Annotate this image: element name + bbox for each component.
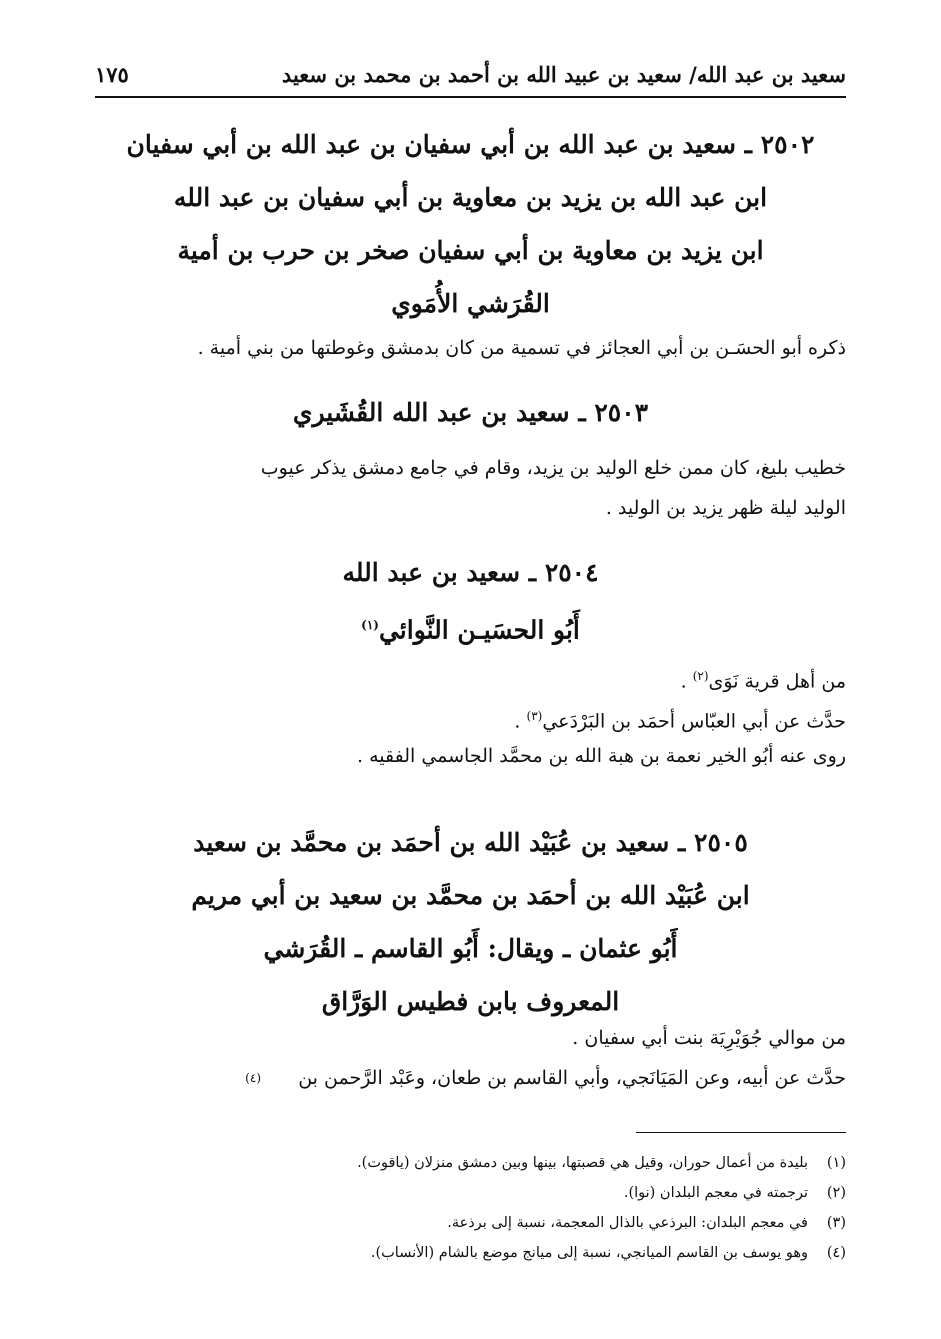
footnote	[95, 1208, 846, 1238]
entry-title-line: ابن عبد الله بن يزيد بن معاوية بن أبي سفيان بن عبد الله	[173, 183, 768, 212]
body-text-end: .	[680, 670, 693, 693]
footnotes	[95, 1148, 846, 1268]
body-line	[95, 656, 846, 696]
entry-title-line: ابن عُبَيْد الله بن أحمَد بن محمَّد بن سعيد بن أبي مريم	[191, 881, 750, 910]
footnote-number: (٣)	[826, 1215, 846, 1231]
body-text: من أهل قرية نَوَى	[708, 670, 846, 693]
entry-title-line	[110, 599, 831, 652]
body-line: خطيب بليغ، كان ممن خلع الوليد بن يزيد، وقام في جامع دمشق يذكر عيوب	[260, 457, 846, 479]
body-text: حدَّث عن أبي العبّاس أحمَد بن البَرْدَعي	[542, 710, 846, 733]
entry-title-line: القُرَشي الأُمَوي	[391, 289, 550, 318]
entry-title-line: ابن يزيد بن معاوية بن أبي سفيان صخر بن حرب بن أمية	[177, 236, 764, 265]
entry-title-2505	[110, 816, 831, 1028]
entry-title-2504	[110, 546, 831, 652]
entry-title-line: ٢٥٠٥ ـ سعيد بن عُبَيْد الله بن أحمَد بن محمَّد بن سعيد	[193, 828, 748, 857]
body-text-end: .	[514, 710, 527, 733]
entry-body-2502	[95, 328, 846, 368]
footnote-text: ترجمته في معجم البلدان (نوا).	[623, 1185, 808, 1201]
page-number: ١٧٥	[95, 62, 129, 87]
entry-title-line: أَبُو عثمان ـ ويقال: أَبُو القاسم ـ القُرَشي	[263, 934, 678, 963]
entry-title-line: المعروف بابن فطيس الوَرَّاق	[321, 987, 620, 1016]
body-line	[95, 1058, 846, 1098]
footnote-text: في معجم البلدان: البرذعي بالذال المعجمة، نسبة إلى برذعة.	[447, 1215, 808, 1231]
entry-title-kunya: أَبُو الحسَيـن النَّوائي	[378, 615, 580, 645]
footnote-rule	[636, 1132, 846, 1133]
footnote-ref: (٢)	[692, 669, 709, 683]
footnote-ref: (٣)	[526, 709, 543, 723]
footnote	[95, 1238, 846, 1268]
footnote-number: (٤)	[826, 1245, 846, 1261]
entry-title-line: ٢٥٠٣ ـ سعيد بن عبد الله القُشَيري	[292, 398, 649, 427]
entry-body-2504	[95, 656, 846, 776]
footnote-number: (١)	[826, 1155, 846, 1171]
entry-body-2505	[95, 1018, 846, 1098]
footnote-text: بليدة من أعمال حوران، وقيل هي قصبتها، بينها وبين دمشق منزلان (ياقوت).	[357, 1155, 808, 1171]
body-line: من موالي جُوَيْرِيَة بنت أبي سفيان .	[572, 1027, 846, 1049]
footnote	[95, 1178, 846, 1208]
entry-body-2503	[95, 448, 846, 528]
footnote-text: وهو يوسف بن القاسم الميانجي، نسبة إلى ميانج موضع بالشام (الأنساب).	[370, 1245, 808, 1261]
entry-title-line: ٢٥٠٢ ـ سعيد بن عبد الله بن أبي سفيان بن عبد الله بن أبي سفيان	[126, 130, 815, 159]
body-text: حدَّث عن أبيه، وعن المَيَانَجي، وأبي القاسم بن طعان، وعَبْد الرَّحمن بن	[298, 1067, 846, 1089]
page-header	[95, 60, 846, 98]
body-line	[95, 696, 846, 736]
footnote	[95, 1148, 846, 1178]
body-line: ذكره أبو الحسَـن بن أبي العجائز في تسمية من كان بدمشق وغوطتها من بني أمية .	[197, 337, 846, 359]
entry-title-2503	[110, 386, 831, 439]
entry-title-2502	[110, 118, 831, 330]
footnote-ref-4: (٤)	[245, 1071, 261, 1085]
body-line	[95, 736, 846, 776]
running-head: سعيد بن عبد الله/ سعيد بن عبيد الله بن أحمد بن محمد بن سعيد	[281, 62, 846, 87]
footnote-ref: (١)	[361, 618, 379, 632]
footnote-number: (٢)	[826, 1185, 846, 1201]
body-text: روى عنه أبُو الخير نعمة بن هبة الله بن محمَّد الجاسمي الفقيه .	[356, 745, 846, 767]
body-line: الوليد ليلة ظهر يزيد بن الوليد .	[605, 497, 846, 519]
entry-title-line: ٢٥٠٤ ـ سعيد بن عبد الله	[342, 558, 599, 587]
